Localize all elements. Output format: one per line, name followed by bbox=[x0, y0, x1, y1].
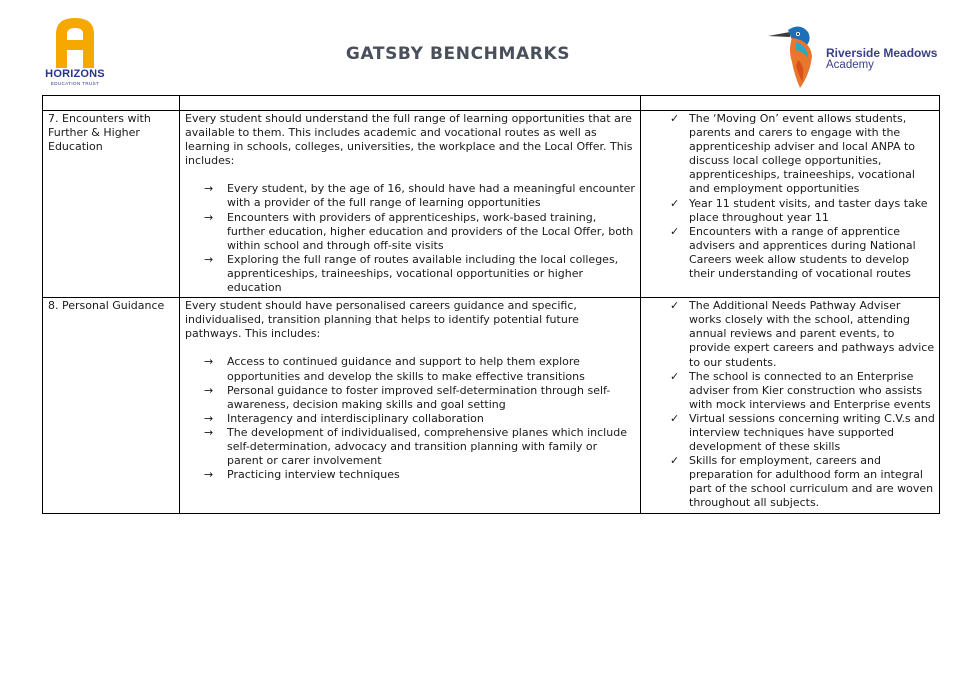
list-item bbox=[646, 412, 935, 454]
points-list bbox=[185, 182, 636, 295]
description-cell bbox=[180, 298, 641, 513]
arrow-icon: → bbox=[204, 355, 214, 369]
checkmark-icon: ✓ bbox=[670, 369, 680, 383]
arrow-icon: → bbox=[204, 210, 214, 224]
point-text: Access to continued guidance and support to help them explore opportunities and develop the skills to make effective transitions bbox=[227, 355, 585, 383]
point-text: The development of individualised, comprehensive planes which include self-determination, advocacy and transition planning with family or parent or carer involvement bbox=[227, 425, 627, 468]
checkmark-icon: ✓ bbox=[670, 196, 680, 210]
school-name: Riverside Meadows bbox=[826, 46, 938, 60]
table-row-benchmark-7 bbox=[43, 111, 940, 298]
point-text: Exploring the full range of routes available including the local colleges, apprenticeships, traineeships, vocational opportunities or higher education bbox=[227, 252, 619, 295]
evidence-cell bbox=[641, 111, 940, 298]
blank-cell bbox=[641, 96, 940, 111]
kingfisher-icon bbox=[766, 22, 826, 92]
arrow-icon: → bbox=[204, 383, 214, 397]
table-header-row bbox=[43, 96, 940, 111]
evidence-text: Encounters with a range of apprentice advisers and apprentices during National Careers week allow students to develop their understanding of vocational routes bbox=[689, 224, 916, 281]
point-text: Every student, by the age of 16, should have had a meaningful encounter with a provider of the full range of learning opportunities bbox=[227, 182, 635, 210]
benchmark-description: Every student should understand the full range of learning opportunities that are available to them. This includes academic and vocational routes as well as learning in schools, colleges, universities, the workplace and the Local Offer. This includes: bbox=[185, 112, 633, 168]
benchmarks-table bbox=[42, 95, 940, 514]
horizons-logo-subtitle: EDUCATION TRUST bbox=[50, 81, 100, 86]
list-item bbox=[646, 370, 935, 412]
arrow-icon: → bbox=[204, 468, 214, 482]
description-cell bbox=[180, 111, 641, 298]
list-item bbox=[646, 299, 935, 369]
point-text: Practicing interview techniques bbox=[227, 468, 400, 482]
evidence-text: Virtual sessions concerning writing C.V.s and interview techniques have supported development of these skills bbox=[689, 411, 935, 454]
evidence-text: Year 11 student visits, and taster days take place throughout year 11 bbox=[689, 196, 928, 224]
evidence-text: The ‘Moving On’ event allows students, parents and carers to engage with the apprenticeship adviser and local ANPA to discuss local college opportunities, apprenticeships, traineeships, vocational and employment opportunities bbox=[689, 112, 916, 196]
point-text: Interagency and interdisciplinary collaboration bbox=[227, 411, 484, 425]
evidence-text: The school is connected to an Enterprise adviser from Kier construction who assists with mock interviews and Enterprise events bbox=[689, 369, 931, 411]
blank-cell bbox=[43, 96, 180, 111]
page-title: GATSBY BENCHMARKS bbox=[345, 44, 571, 64]
checkmark-icon: ✓ bbox=[670, 411, 680, 425]
horizons-logo-text: HORIZONS bbox=[45, 68, 105, 80]
checkmark-icon: ✓ bbox=[670, 299, 680, 313]
checkmark-icon: ✓ bbox=[670, 112, 680, 125]
benchmark-cell: 8. Personal Guidance bbox=[43, 298, 180, 513]
arrow-icon: → bbox=[204, 425, 214, 439]
list-item bbox=[185, 211, 636, 253]
evidence-text: Skills for employment, careers and preparation for adulthood form an integral part of the school curriculum and are woven throughout all subjects. bbox=[689, 454, 934, 510]
points-list bbox=[185, 355, 636, 482]
checkmark-icon: ✓ bbox=[670, 454, 680, 468]
list-item bbox=[185, 355, 636, 383]
page-header bbox=[0, 0, 980, 95]
table-row-benchmark-8 bbox=[43, 298, 940, 513]
evidence-list bbox=[646, 299, 935, 510]
evidence-cell bbox=[641, 298, 940, 513]
list-item bbox=[185, 384, 636, 412]
arrow-icon: → bbox=[204, 252, 214, 266]
list-item bbox=[646, 454, 935, 510]
arrow-icon: → bbox=[204, 182, 214, 196]
list-item bbox=[185, 412, 636, 426]
list-item bbox=[185, 426, 636, 468]
list-item bbox=[646, 112, 935, 197]
point-text: Encounters with providers of apprenticeships, work-based training, further education, higher education and providers of the Local Offer, both within school and through off-site visits bbox=[227, 210, 634, 252]
evidence-text: The Additional Needs Pathway Adviser works closely with the school, attending annual reviews and parent events, to provide expert careers and pathways advice to our students. bbox=[689, 299, 935, 369]
list-item bbox=[185, 468, 636, 482]
checkmark-icon: ✓ bbox=[670, 224, 680, 238]
benchmark-cell: 7. Encounters with Further & Higher Education bbox=[43, 111, 180, 298]
list-item bbox=[646, 225, 935, 281]
list-item bbox=[646, 197, 935, 225]
point-text: Personal guidance to foster improved self-determination through self-awareness, decision making skills and goal setting bbox=[227, 383, 611, 411]
riverside-meadows-logo bbox=[766, 22, 946, 92]
list-item bbox=[185, 253, 636, 295]
blank-cell bbox=[180, 96, 641, 111]
arrow-icon: → bbox=[204, 411, 214, 425]
school-subtitle: Academy bbox=[826, 59, 874, 71]
list-item bbox=[185, 182, 636, 210]
evidence-list bbox=[646, 112, 935, 281]
benchmark-description: Every student should have personalised careers guidance and specific, individualised, transition planning that helps to identify potential future pathways. This includes: bbox=[185, 299, 579, 341]
